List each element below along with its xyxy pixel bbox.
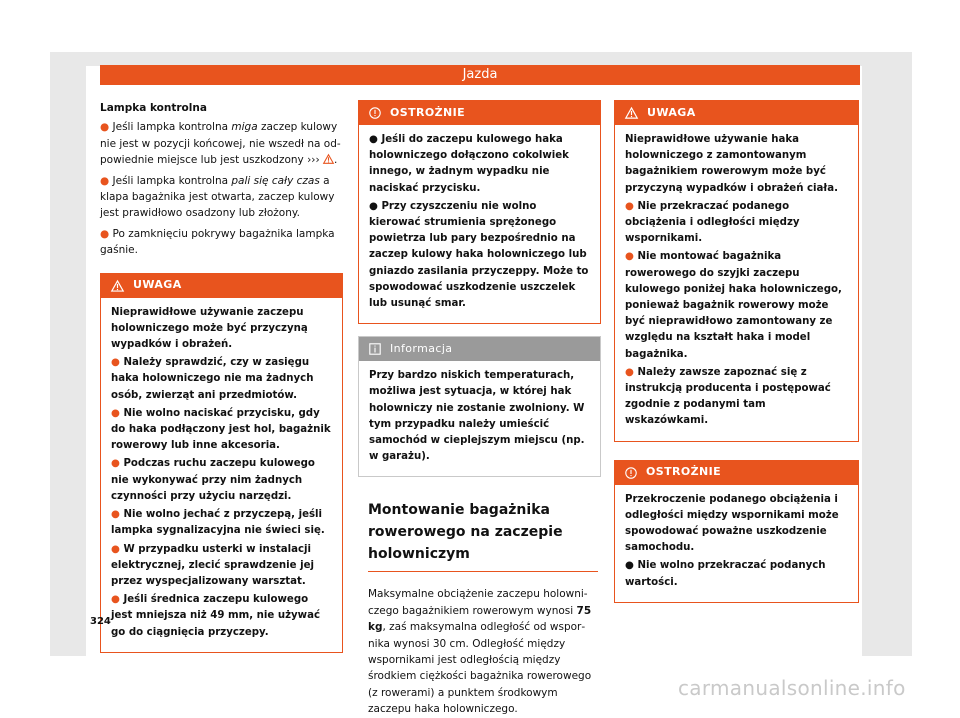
bullet-icon: ● xyxy=(625,251,634,263)
list-item: ● Jeśli lampka kontrolna pali się cały czas a klapa bagażnika jest otwarta, zaczep kulowy jest prawidłowo osadzony lub złożony. xyxy=(100,174,335,220)
body-paragraph: Maksymalne obciążenie zaczepu holowniczego bagażnikiem rowerowym wynosi 75 kg, zaś maksymalna odległość od wspornika wynosi 30 cm. Odległość między wspornikami jest odległością między środkiem ciężkości bagażnika rowerowego (z rowerami) a punktem środkowym zaczepu haka holowniczego. xyxy=(368,588,592,716)
caution-box xyxy=(358,100,601,324)
info-box-header xyxy=(359,337,600,361)
caution-intro: Przekroczenie podanego obciążenia i odległości między wspornikami może spowodować poważne uszkodzenie samochodu. xyxy=(625,493,839,554)
bullet-icon: ● xyxy=(111,594,120,606)
list-item: ● Nie przekraczać podanego obciążenia i odległości między wspornikami. xyxy=(625,200,800,245)
bullet-icon: ● xyxy=(111,357,120,369)
list-item: ● Po zamknięciu pokrywy bagażnika lampka gaśnie. xyxy=(100,227,335,257)
bullet-icon: ● xyxy=(369,134,378,145)
section-divider xyxy=(368,571,598,572)
list-item: ● Nie wolno przekraczać podanych wartości. xyxy=(625,560,826,588)
watermark: carmanualsonline.info xyxy=(678,676,906,700)
list-item: ● Podczas ruchu zaczepu kulowego nie wykonywać przy nim żadnych czynności przy użyciu narzędzi. xyxy=(111,458,315,502)
warning-triangle-icon xyxy=(323,154,334,164)
list-item: ● Jeśli lampka kontrolna miga zaczep kulowy nie jest w pozycji końcowej, nie wszedł na odpowiednie miejsce lub jest uszkodzony ››› . xyxy=(100,121,341,167)
info-circle-icon xyxy=(625,467,637,479)
warning-box xyxy=(100,273,343,653)
list-item: ● Przy czyszczeniu nie wolno kierować strumienia sprężonego powietrza lub pary bezpośrednio na zaczep kulowy haka holowniczego lub gniazdo zasilania przyczeppy. Może to spowodować uszkodzenie uszczelek lub usunąć smar. xyxy=(369,200,589,310)
caution-box-header xyxy=(359,101,600,125)
column-3 xyxy=(614,100,859,615)
list-item: ● Jeśli do zaczepu kulowego haka holowniczego dołączono cokolwiek innego, w żadnym wypadku nie naciskać przycisku. xyxy=(369,134,569,194)
list-item: ● Jeśli średnica zaczepu kulowego jest mniejsza niż 49 mm, nie używać go do ciągnięcia przyczepy. xyxy=(111,594,320,638)
section-header: Jazda xyxy=(100,65,860,85)
list-item: ● Należy sprawdzić, czy w zasięgu haka holowniczego nie ma żadnych osób, zwierząt ani przedmiotów. xyxy=(111,357,314,401)
info-circle-icon xyxy=(369,107,381,119)
column-2 xyxy=(358,100,601,718)
warning-triangle-icon xyxy=(625,107,638,119)
info-body xyxy=(359,361,600,476)
warning-box xyxy=(614,100,859,442)
warning-body xyxy=(101,298,342,652)
list-item: ● Nie wolno naciskać przycisku, gdy do haka podłączony jest hol, bagażnik rowerowy lub inne akcesoria. xyxy=(111,407,331,452)
list-item: ● Nie wolno jechać z przyczepą, jeśli lampka sygnalizacyjna nie świeci się. xyxy=(111,509,325,537)
list-item: ● W przypadku usterki w instalacji elektrycznej, zlecić sprawdzenie jej przez wyspecjalizowany warsztat. xyxy=(111,543,314,587)
bullet-icon: ● xyxy=(100,121,110,134)
bullet-icon: ● xyxy=(625,200,634,212)
info-text: Przy bardzo niskich temperaturach, możliwa jest sytuacja, w której hak holowniczy nie zostanie zwolniony. W tym przypadku należy umieścić samochód w cieplejszym miejscu (np. w garażu). xyxy=(369,370,585,463)
warning-body xyxy=(615,125,858,441)
warning-title: UWAGA xyxy=(133,278,182,292)
bullet-icon: ● xyxy=(625,560,634,572)
caution-box xyxy=(614,460,859,603)
bullet-icon: ● xyxy=(100,174,110,187)
section-title: Montowanie bagażnika rowerowego na zaczepie holowniczym xyxy=(368,502,563,563)
page-number: 324 xyxy=(90,616,111,627)
info-title: Informacja xyxy=(390,342,453,356)
bullet-icon: ● xyxy=(625,366,634,378)
bullet-icon: ● xyxy=(369,200,378,212)
warning-title: UWAGA xyxy=(647,105,696,119)
list-item: ● Nie montować bagażnika rowerowego do szyjki zaczepu kulowego poniżej haka holowniczego, ponieważ bagażnik rowerowy może być nieprawidłowo zamontowany ze względu na kształt haka i model bagażnika. xyxy=(625,251,842,360)
subheading: Lampka kontrolna xyxy=(100,102,207,114)
warning-box-header xyxy=(615,101,858,125)
caution-body xyxy=(359,125,600,323)
warning-triangle-icon xyxy=(111,280,124,292)
warning-intro: Nieprawidłowe używanie zaczepu holowniczego może być przyczyną wypadków i obrażeń. xyxy=(111,306,308,351)
list-item: ● Należy zawsze zapoznać się z instrukcją producenta i postępować zgodnie z podanymi tam wskazówkami. xyxy=(625,366,831,427)
bullet-icon: ● xyxy=(111,407,120,419)
info-icon xyxy=(369,343,381,355)
caution-title: OSTROŻNIE xyxy=(646,465,721,479)
column-1 xyxy=(100,100,343,665)
caution-body xyxy=(615,485,858,602)
info-box xyxy=(358,336,601,477)
bullet-icon: ● xyxy=(111,509,120,521)
bullet-icon: ● xyxy=(111,543,120,555)
caution-box-header xyxy=(615,461,858,485)
warning-intro: Nieprawidłowe używanie haka holowniczego z zamontowanym bagażnikiem rowerowym może być przyczyną wypadków i obrażeń ciała. xyxy=(625,134,838,194)
caution-title: OSTROŻNIE xyxy=(390,105,465,119)
bullet-icon: ● xyxy=(111,458,120,470)
bullet-icon: ● xyxy=(100,227,110,240)
warning-box-header xyxy=(101,274,342,298)
